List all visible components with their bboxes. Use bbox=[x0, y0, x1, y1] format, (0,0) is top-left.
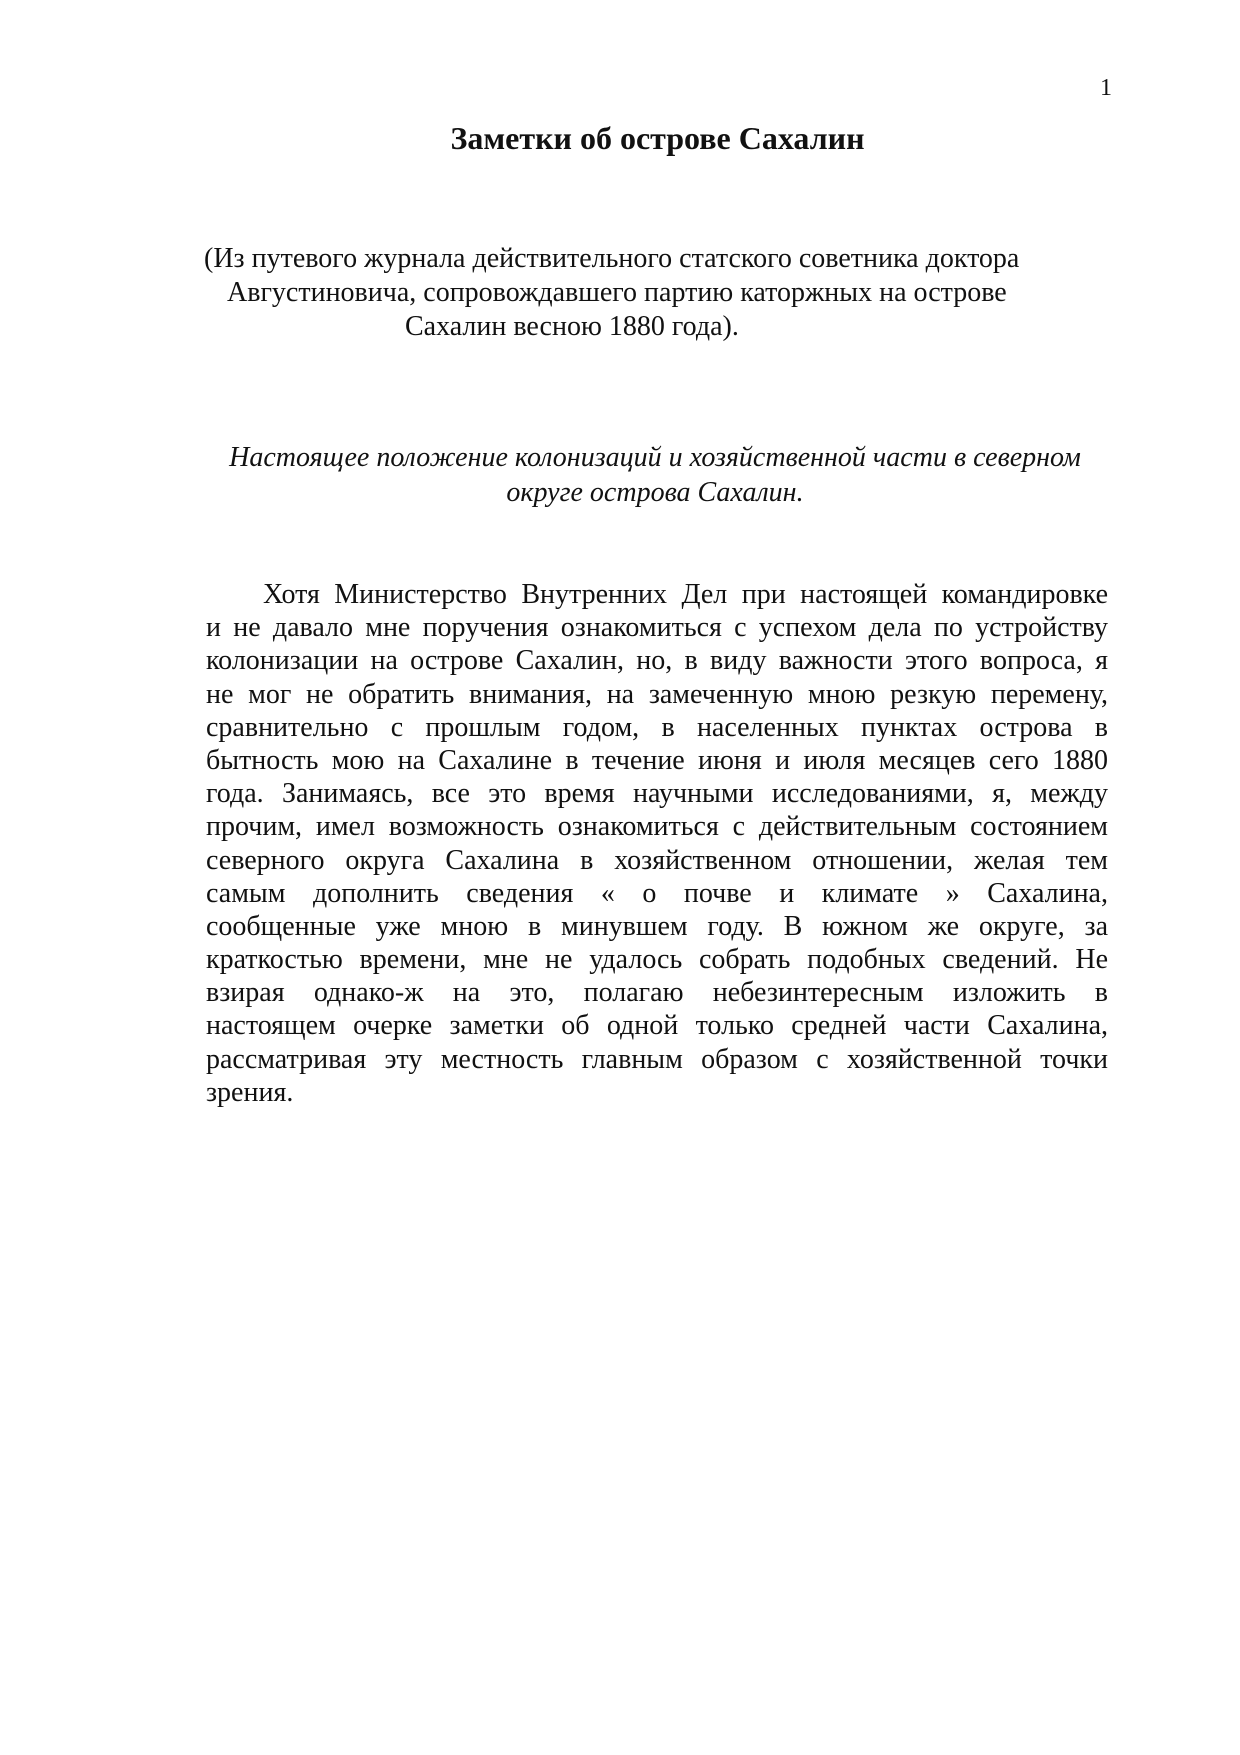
section-heading-line: округе острова Сахалин. bbox=[506, 477, 804, 508]
body-line: северного округа Сахалина в хозяйственном отношении, желая тем bbox=[206, 844, 1108, 876]
subtitle bbox=[160, 242, 1110, 344]
body-line: зрения. bbox=[206, 1076, 294, 1108]
body-line: сравнительно с прошлым годом, в населенных пунктах острова в bbox=[206, 711, 1108, 743]
section-heading bbox=[205, 440, 1105, 510]
body-line: не мог не обратить внимания, на замеченную мною резкую перемену, bbox=[206, 678, 1108, 710]
body-line: года. Занимаясь, все это время научными исследованиями, я, между bbox=[206, 778, 1108, 810]
body-line: прочим, имел возможность ознакомиться с действительным состоянием bbox=[206, 811, 1108, 843]
body-line: Хотя Министерство Внутренних Дел при настоящей командировке bbox=[263, 579, 1108, 610]
body-line: колонизации на острове Сахалин, но, в виду важности этого вопроса, я bbox=[206, 645, 1108, 677]
body-line: настоящем очерке заметки об одной только средней части Сахалина, bbox=[206, 1010, 1108, 1042]
body-line: взирая однако-ж на это, полагаю небезинтересным изложить в bbox=[206, 977, 1108, 1009]
body-line: самым дополнить сведения « о почве и климате » Сахалина, bbox=[206, 877, 1108, 909]
section-heading-line: Настоящее положение колонизаций и хозяйственной части в северном bbox=[229, 442, 1081, 473]
body-line: рассматривая эту местность главным образом с хозяйственной точки bbox=[206, 1043, 1108, 1075]
page-number: 1 bbox=[1100, 75, 1112, 101]
subtitle-line: Августиновича, сопровождавшего партию каторжных на острове bbox=[227, 277, 1007, 308]
subtitle-line: (Из путевого журнала действительного статского советника доктора bbox=[204, 243, 1020, 274]
body-paragraph bbox=[206, 578, 1108, 1109]
body-line: сообщенные уже мною в минувшем году. В южном же округе, за bbox=[206, 910, 1108, 942]
body-line: и не давало мне поручения ознакомиться с успехом дела по устройству bbox=[206, 612, 1108, 644]
subtitle-line: Сахалин весною 1880 года). bbox=[405, 311, 739, 342]
body-line: бытность мою на Сахалине в течение июня и июля месяцев сего 1880 bbox=[206, 744, 1108, 776]
body-line: краткостью времени, мне не удалось собрать подобных сведений. Не bbox=[206, 944, 1108, 976]
document-title: Заметки об острове Сахалин bbox=[450, 120, 865, 156]
